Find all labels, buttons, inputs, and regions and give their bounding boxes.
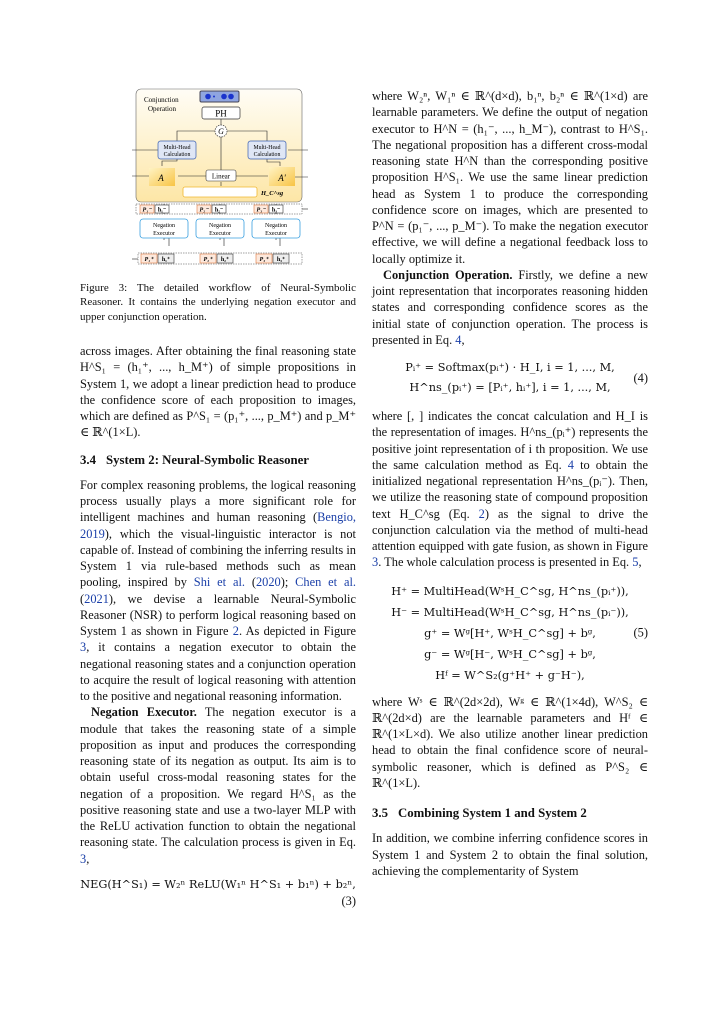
paragraph (80, 477, 356, 705)
text: ), which the visual-linguistic interactor is not capable of. Instead of combining the inferring results in System 1 via rule-based methods such as mean pooling, inspired by (80, 526, 356, 590)
negation-executors (140, 219, 300, 238)
figure-link[interactable]: 3 (372, 555, 379, 570)
mh-left-1: Multi-Head (163, 145, 191, 151)
paragraph: In addition, we combine inferring confidence scores in System 1 and System 2 to obtain the final solution, achieving the complementarity of System (372, 831, 648, 878)
equation-line: NEG(H^S₁) = W₂ⁿ ReLU(W₁ⁿ H^S₁ + b₁ⁿ) + b₂ⁿ, (80, 877, 356, 891)
equation-line: H^ns_(pᵢ⁺) = [Pᵢ⁺, hᵢ⁺], i = 1, ..., M, (409, 381, 611, 394)
pos-p1: P₁⁺ (144, 257, 154, 263)
right-column (372, 88, 648, 879)
equation-link[interactable]: 2 (478, 506, 485, 521)
hc-label: H_C^sg (261, 190, 284, 197)
conj-label-1: Conjunction (144, 96, 179, 104)
paragraph-heading: Conjunction Operation. (383, 267, 513, 282)
equation-line: Hᶠ = W^S₂(g⁺H⁺ + g⁻H⁻), (435, 668, 585, 682)
text: ( (245, 575, 256, 590)
a-prime-label: A' (278, 173, 286, 183)
left-column (80, 281, 356, 909)
positive-pairs (141, 254, 289, 263)
text: , (86, 851, 90, 866)
equation-link[interactable]: 4 (455, 332, 462, 347)
neg-exec-1b: Executor (153, 231, 175, 237)
text: where [, ] indicates the concat calculation and H_I is the representation of images. H^ns_(pᵢ⁺) represents the positive joint representation of i th proposition. We use the same calculation method as Eq. (372, 409, 648, 472)
figure-caption: Figure 3: The detailed workflow of Neural-Symbolic Reasoner. It contains the underlying negation executor and upper conjunction operation. (80, 282, 356, 323)
figure-link[interactable]: 2 (232, 624, 239, 639)
paragraph: where W₂ⁿ, W₁ⁿ ∈ ℝ^(d×d), b₁ⁿ, b₂ⁿ ∈ ℝ^(1×d) are learnable parameters. We define the output of negation executor to H^N = (h₁⁻, ..., h_M⁻), contrast to H^S₁. The negational proposition has a different cross-modal reasoning state H^N than the corresponding positive proposition H^S₁. We use the same linear prediction head as System 1 to produce the corresponding confidence score on images, which are presented to P^N = (p₁⁻, ..., p_M⁻). To make the negation executor effective, we will define a negational feedback loss to locally optimize it. (372, 89, 648, 266)
neg-p3: P₃⁻ (256, 207, 266, 214)
neg-h3: h₃⁻ (271, 207, 281, 214)
pos-h2: h₂⁺ (220, 257, 230, 263)
section-heading-3-4 (80, 452, 356, 468)
conj-label-2: Operation (148, 105, 176, 113)
equation-number: (3) (341, 893, 356, 908)
text: , (461, 332, 465, 347)
neg-exec-2b: Executor (209, 231, 231, 237)
figure-3-diagram (132, 86, 308, 266)
equation-4 (372, 358, 648, 398)
text: , it contains a negation executor to obtain the negational reasoning states and a conjunction operation to acquire the result of logical reasoning with attention to the positive and negational reasoning information. (80, 640, 356, 704)
pos-p2: P₂⁺ (203, 257, 213, 263)
mh-right-1: Multi-Head (253, 145, 281, 151)
section-number: 3.5 (372, 806, 388, 820)
text: to obtain the initialized negational representation H^ns_(pᵢ⁻). Then, we utilize the reasoning state of compound proposition text H_C^sg (Eq. (372, 457, 648, 521)
text: ( (80, 591, 85, 606)
neg-h2: h₂⁻ (214, 207, 224, 214)
pos-h1: h₁⁺ (161, 257, 171, 263)
linear-label: Linear (211, 172, 231, 181)
figure-link[interactable]: 3 (80, 640, 87, 655)
paragraph: where Wˢ ∈ ℝ^(2d×2d), Wᵍ ∈ ℝ^(1×4d), W^S₂ ∈ ℝ^(2d×d) are the learnable parameters and Hᶠ ∈ ℝ^(1×L×d). We also utilize another linear prediction head to obtain the final confidence score of neural-symbolic reasoner, which is defined as P^S₂ ∈ ℝ^(1×L). (372, 694, 648, 790)
hc-sequence (183, 187, 257, 197)
section-number: 3.4 (80, 452, 96, 467)
equation-line: H⁺ = MultiHead(WˢH_C^sg, H^ns_(pᵢ⁺)), (391, 584, 629, 598)
negative-pairs (140, 205, 283, 214)
citation-link[interactable]: Shi et al. (193, 575, 245, 590)
text: The negation executor is a module that takes the reasoning state of a simple proposition as input and produces the corresponding reasoning state of its negation as output. Its aim is to obtain useful cross-modal reasoning states for the negation of a proposition. We regard H^S₁ as the positive reasoning state and use a two-layer MLP with the ReLU activation function to obtain the negational reasoning state. The calculation process is given in Eq. (80, 705, 356, 850)
section-heading-3-5 (372, 805, 648, 821)
gate-label: G (218, 127, 224, 136)
text: ); (280, 575, 296, 590)
mh-left-2: Calculation (163, 152, 191, 158)
pos-h3: h₃⁺ (276, 257, 286, 263)
pos-p3: P₃⁺ (259, 257, 269, 263)
section-title: System 2: Neural-Symbolic Reasoner (106, 452, 309, 467)
text: ) as the signal to drive the conjunction calculation via the method of multi-head attention equipped with gate fusion, as shown in Figure (372, 506, 648, 553)
text: , (638, 555, 642, 570)
neg-exec-2a: Negation (209, 223, 231, 229)
neg-exec-1a: Negation (153, 223, 175, 229)
text: For complex reasoning problems, the logical reasoning process usually plays a more significant role for intelligent machines and human reasoning ( (80, 477, 356, 525)
neg-p1: P₁⁻ (142, 207, 152, 214)
section-title: Combining System 1 and System 2 (398, 806, 587, 820)
equation-number: (4) (633, 371, 648, 385)
text: . As depicted in Figure (238, 624, 356, 639)
paragraph (80, 704, 356, 867)
ph-label: PH (215, 108, 227, 119)
text: Firstly, we define a new joint representation that incorporates reasoning hidden states and corresponding confidence scores as the initial state of conjunction operation. The process is presented in Eq. (372, 267, 648, 347)
citation-link[interactable]: Chen et al. (295, 575, 356, 590)
citation-link[interactable]: Bengio, 2019 (80, 510, 356, 541)
paragraph-heading: Negation Executor. (91, 705, 197, 720)
equation-3 (80, 875, 356, 909)
paragraph (372, 267, 648, 348)
neg-h1: h₁⁻ (157, 207, 167, 214)
equation-line: Pᵢ⁺ = Softmax(pᵢ⁺) · H_I, i = 1, ..., M, (405, 361, 615, 374)
equation-line: g⁺ = Wᵍ[H⁺, WˢH_C^sg] + bᵍ, (424, 626, 596, 640)
neg-exec-3a: Negation (265, 223, 287, 229)
equation-line: H⁻ = MultiHead(WˢH_C^sg, H^ns_(pᵢ⁻)), (391, 605, 629, 619)
mh-right-2: Calculation (253, 152, 281, 158)
neg-p2: P₂⁻ (199, 207, 209, 214)
text: ), we devise a learnable Neural-Symbolic Reasoner (NSR) to perform logical reasoning based on System 1 as shown in Figure (80, 591, 356, 639)
equation-5 (372, 581, 648, 686)
text: . The whole calculation process is presented in Eq. (378, 555, 633, 570)
paragraph (372, 408, 648, 571)
citation-link[interactable]: 2021 (84, 591, 109, 606)
equation-number: (5) (633, 625, 648, 640)
equation-line: g⁻ = Wᵍ[H⁻, WˢH_C^sg] + bᵍ, (424, 647, 596, 661)
equation-link[interactable]: 4 (567, 457, 574, 472)
equation-link[interactable]: 5 (632, 555, 639, 570)
citation-link[interactable]: 2020 (255, 575, 281, 590)
a-label: A (158, 173, 164, 183)
neg-exec-3b: Executor (265, 231, 287, 237)
equation-link[interactable]: 3 (80, 851, 87, 866)
paragraph: across images. After obtaining the final reasoning state H^S₁ = (h₁⁺, ..., h_M⁺) of simple propositions in System 1, we adopt a linear prediction head to produce the confidence score of each proposition to images, which are defined as P^S₁ = (p₁⁺, ..., p_M⁺) and p_M⁺ ∈ ℝ^(1×L). (80, 344, 356, 440)
